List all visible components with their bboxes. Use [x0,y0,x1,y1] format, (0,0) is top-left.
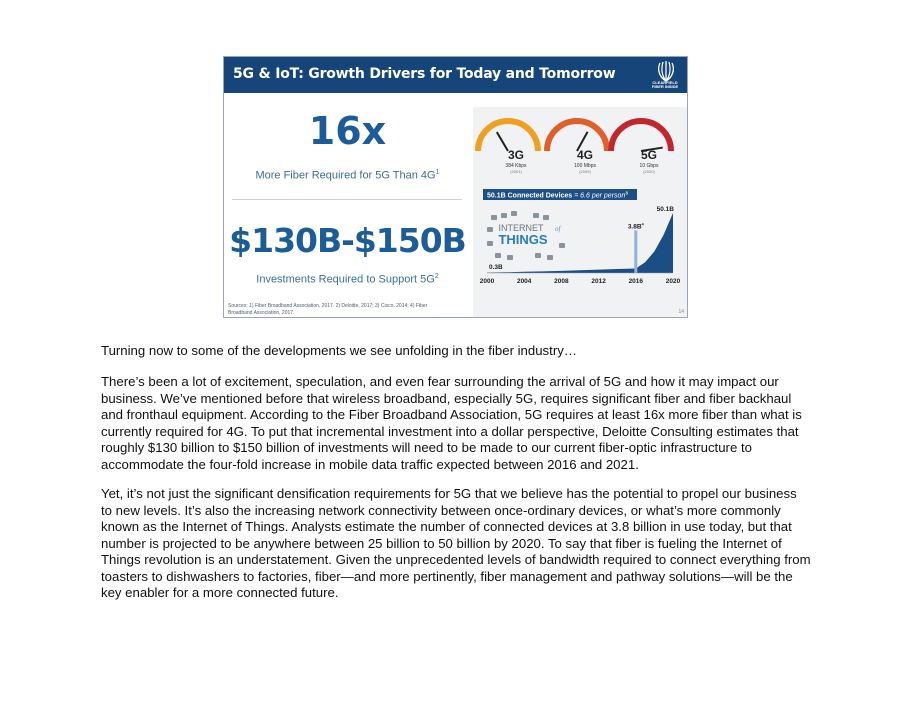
presentation-slide [223,56,688,318]
gauge-label-4G: 4G [576,148,594,162]
gauge-needle-3G [497,132,508,151]
x-tick-label: 2004 [516,278,532,285]
stat-fiber-multiplier: 16x [308,109,387,153]
device-pictogram-icon [491,215,497,220]
marker-2016-bar [634,230,637,273]
gauge-year: (2009) [579,169,591,174]
gauge-label-5G: 5G [640,148,658,162]
device-pictogram-icon [487,241,493,246]
gauge-speed: 10 Gbps [639,163,659,169]
iot-internet-text: INTERNET [498,223,544,233]
device-pictogram-icon [487,227,493,232]
device-pictogram-icon [507,255,513,260]
logo-wordmark: CLEARFIELD [652,80,678,85]
device-pictogram-icon [543,215,549,220]
slide-header [224,57,687,93]
gauge-year: (2020) [643,169,655,174]
gauge-track [547,121,607,151]
stat-fiber-label: More Fiber Required for 5G Than $4G^1$ [255,169,440,182]
page-number: 14 [678,309,684,315]
devices-banner-text: 50.1B Connected Devices = 6.6 per person$^3$ [487,190,628,200]
x-tick-label: 2012 [591,278,606,285]
paragraph-intro: Turning now to some of the developments we see unfolding in the fiber industry… [101,343,577,358]
x-tick-label: 2000 [479,278,495,285]
device-pictogram-icon [511,211,517,216]
gauge-speed: 100 Mbps [574,163,596,169]
divider [232,199,462,200]
annotation-2016: $3.8B^4$ [627,221,644,231]
connected-devices-chart [473,187,688,312]
x-tick-label: 2008 [554,278,569,285]
gauge-arc-3G [478,121,538,151]
paragraph-iot: Yet, it’s not just the significant densification requirements for 5G that we believe has the potential to propel our business to new levels. It’s also the increasing network connectivity between once-ordinary devices, or what’s more commonly known as the Internet of Things. Analysts estimate the number of connected devices at 3.8 billion in use today, but that number is projected to be anywhere between 25 billion to 50 billion by 2020. To say that fiber is fueling the Internet of Things revolution is an understatement. Given the unprecedented levels of bandwidth required to connect everything from toasters to dishwashers to factories, fiber—and more pertinently, fiber management and pathway solutions—will be the key enabler for a more connected future. [101,486,811,600]
graphics-panel [473,107,688,317]
slide-title: 5G & IoT: Growth Drivers for Today and Tomorrow [233,66,616,82]
logo-tagline: FIBER INSIDE [651,84,679,89]
gauge-track [611,121,671,151]
gauge-speed: 384 Kbps [505,163,527,169]
paragraph-5g: There’s been a lot of excitement, speculation, and even fear surrounding the arrival of 5G and how it may impact our business. We’ve mentioned before that wireless broadband, especially 5G, requires significant fiber and fiber backhaul and fronthaul equipment. According to the Fiber Broadband Association, 5G requires at least 16x more fiber than what is currently required for 4G. To put that incremental investment into a dollar perspective, Deloitte Consulting estimates that roughly $130 billion to $150 billion of investments will need to be made to our current fiber-optic infrastructure to accommodate the four-fold increase in mobile data traffic expected between 2016 and 2021. [101,374,802,472]
gauge-label-3G: 3G [507,148,525,162]
iot-things-text: THINGS [498,232,548,247]
device-pictogram-icon [533,213,539,218]
sources-note: Sources: 1) Fiber Broadband Association, 2017. 2) Deloitte, 2017; 3) Cisco, 2014; 4) Fiber Broadband Association, 2017. [228,303,428,316]
annotation-2020: 50.1B [656,205,674,213]
stat-investment-label: Investments Required to Support $5G^2$ [256,273,439,286]
device-pictogram-icon [495,253,501,258]
gauge-arc-4G [547,121,607,151]
iot-of-text: of [555,225,561,233]
x-tick-label: 2020 [665,278,681,285]
stats-panel [224,93,471,318]
x-tick-label: 2016 [628,278,644,285]
device-pictogram-icon [535,253,541,258]
gauge-year: (2001) [510,169,522,174]
device-pictogram-icon [501,213,507,218]
speed-gauges [473,107,688,187]
device-pictogram-icon [547,255,553,260]
gauge-arc-5G [611,121,671,151]
gauge-track [478,121,538,151]
annotation-2000: 0.3B [489,264,503,271]
device-pictogram-icon [559,243,565,248]
stat-investment: $130B-$150B [229,221,466,260]
